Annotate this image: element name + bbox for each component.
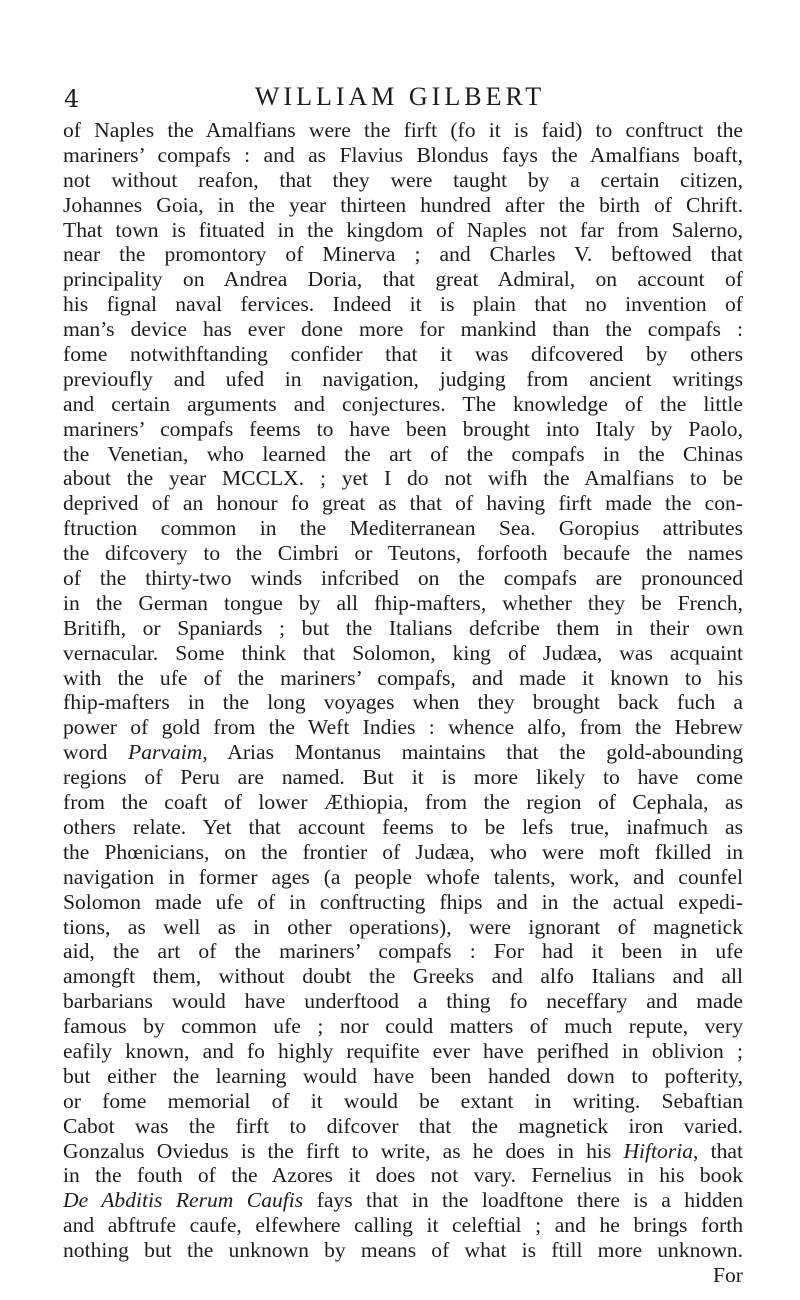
text-line: barbarians would have underftood a thing fo neceffary and made bbox=[63, 989, 743, 1014]
text-line: the Phœnicians, on the frontier of Judæa, who were moft fkilled in bbox=[63, 839, 743, 864]
text-line: tions, as well as in other operations), were ignorant of magnetick bbox=[63, 914, 743, 939]
text-line: nothing but the unknown by means of what is ftill more unknown. bbox=[63, 1238, 743, 1263]
text-line: word Parvaim, Arias Montanus maintains that the gold-abounding bbox=[63, 740, 743, 765]
text-line: the Venetian, who learned the art of the compafs in the Chinas bbox=[63, 441, 743, 466]
text-line: the difcovery to the Cimbri or Teutons, forfooth becaufe the names bbox=[63, 541, 743, 566]
running-head: WILLIAM GILBERT bbox=[254, 82, 546, 111]
text-line: his fignal naval fervices. Indeed it is plain that no invention of bbox=[63, 292, 743, 317]
text-line: Cabot was the firft to difcover that the magnetick iron varied. bbox=[63, 1113, 743, 1138]
text-line: and abftrufe caufe, elfewhere calling it celeftial ; and he brings forth bbox=[63, 1213, 743, 1238]
text-line: regions of Peru are named. But it is more likely to have come bbox=[63, 765, 743, 790]
text-line: in the fouth of the Azores it does not vary. Fernelius in his book bbox=[63, 1163, 743, 1188]
text-line: near the promontory of Minerva ; and Charles V. beftowed that bbox=[63, 242, 743, 267]
text-line: fome notwithftanding confider that it was difcovered by others bbox=[63, 342, 743, 367]
text-line: Gonzalus Oviedus is the firft to write, as he does in his Hiftoria, that bbox=[63, 1138, 743, 1163]
text-line: of the thirty-two winds infcribed on the compafs are pronounced bbox=[63, 566, 743, 591]
text-line: Solomon made ufe of in conftructing fhips and in the actual expedi- bbox=[63, 889, 743, 914]
text-line: principality on Andrea Doria, that great Admiral, on account of bbox=[63, 267, 743, 292]
text-line: eafily known, and fo highly requifite ever have perifhed in oblivion ; bbox=[63, 1038, 743, 1063]
text-line: mariners’ compafs : and as Flavius Blondus fays the Amalfians boaft, bbox=[63, 142, 743, 167]
text-line: not without reafon, that they were taught by a certain citizen, bbox=[63, 167, 743, 192]
text-line: power of gold from the Weft Indies : whence alfo, from the Hebrew bbox=[63, 715, 743, 740]
text-line: previoufly and ufed in navigation, judging from ancient writings bbox=[63, 366, 743, 391]
text-line: or fome memorial of it would be extant in writing. Sebaftian bbox=[63, 1088, 743, 1113]
text-line: That town is fituated in the kingdom of Naples not far from Salerno, bbox=[63, 217, 743, 242]
text-line: Britifh, or Spaniards ; but the Italians defcribe them in their own bbox=[63, 615, 743, 640]
text-line: from the coaft of lower Æthiopia, from the region of Cephala, as bbox=[63, 790, 743, 815]
text-line: man’s device has ever done more for mankind than the compafs : bbox=[63, 317, 743, 342]
text-line: De Abditis Rerum Caufis fays that in the loadftone there is a hidden bbox=[63, 1188, 743, 1213]
text-line: of Naples the Amalfians were the firft (fo it is faid) to conftruct the bbox=[63, 118, 743, 142]
text-line: mariners’ compafs feems to have been brought into Italy by Paolo, bbox=[63, 416, 743, 441]
text-line: with the ufe of the mariners’ compafs, and made it known to his bbox=[63, 665, 743, 690]
text-line: navigation in former ages (a people whofe talents, work, and counfel bbox=[63, 864, 743, 889]
text-line: in the German tongue by all fhip-mafters, whether they be French, bbox=[63, 590, 743, 615]
catchword: For bbox=[713, 1262, 743, 1287]
text-line: others relate. Yet that account feems to be lefs true, inafmuch as bbox=[63, 814, 743, 839]
text-line: famous by common ufe ; nor could matters of much repute, very bbox=[63, 1014, 743, 1039]
text-line: fhip-mafters in the long voyages when they brought back fuch a bbox=[63, 690, 743, 715]
text-line: but either the learning would have been handed down to pofterity, bbox=[63, 1063, 743, 1088]
text-line: and certain arguments and conjectures. The knowledge of the little bbox=[63, 391, 743, 416]
text-line: deprived of an honour fo great as that of having firft made the con- bbox=[63, 491, 743, 516]
body-text bbox=[63, 118, 743, 1288]
text-line: ftruction common in the Mediterranean Sea. Goropius attributes bbox=[63, 516, 743, 541]
text-line: amongft them, without doubt the Greeks and alfo Italians and all bbox=[63, 964, 743, 989]
text-line: Johannes Goia, in the year thirteen hundred after the birth of Chrift. bbox=[63, 192, 743, 217]
text-line: aid, the art of the mariners’ compafs : For had it been in ufe bbox=[63, 939, 743, 964]
text-line: about the year MCCLX. ; yet I do not wifh the Amalfians to be bbox=[63, 466, 743, 491]
page-number: 4 bbox=[64, 85, 80, 113]
text-line: vernacular. Some think that Solomon, king of Judæa, was acquaint bbox=[63, 640, 743, 665]
